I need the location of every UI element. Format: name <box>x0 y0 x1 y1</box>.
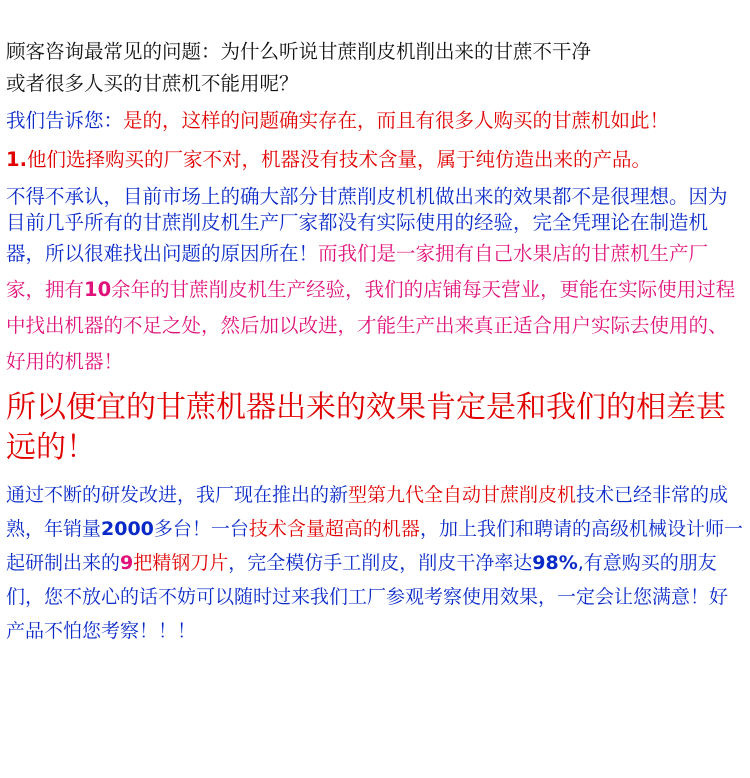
point-1 <box>6 147 744 172</box>
intro-part-9: 把精钢刀片 <box>133 552 229 574</box>
intro-part-1: 通过不断的研发改进，我厂现在推出的新 <box>6 484 349 506</box>
answer-prefix: 我们告诉您： <box>6 109 124 132</box>
intro-part-6: 技术含量超高的机器 <box>248 518 420 540</box>
faq-question-line-1: 顾客咨询最常见的问题：为什么听说甘蔗削皮机削出来的甘蔗不干净 <box>6 40 592 63</box>
answer-text: 是的，这样的问题确实存在，而且有很多人购买的甘蔗机如此！ <box>123 109 670 132</box>
conclusion-heading: 所以便宜的甘蔗机器出来的效果肯定是和我们的相差甚远的！ <box>6 390 726 465</box>
point-2-years-number: 10 <box>84 278 112 301</box>
page-content <box>6 36 744 648</box>
intro-part-7: ，加上我们和聘请的高级机械设计师一起研制出来的 <box>6 518 743 574</box>
intro-blade-count: 9 <box>120 552 134 574</box>
intro-part-3: 技术已经非常的成熟，年销量 <box>6 484 729 540</box>
point-1-number: 1. <box>6 148 27 171</box>
point-2 <box>6 184 744 380</box>
top-whitespace <box>0 0 750 30</box>
point-1-text: 他们选择购买的厂家不对，机器没有技术含量，属于纯仿造出来的产品。 <box>26 148 651 171</box>
intro-part-2: 型第九代全自动甘蔗削皮机 <box>348 484 577 506</box>
faq-answer <box>6 108 744 133</box>
intro-clean-rate: 98% <box>532 552 578 574</box>
faq-question <box>6 36 744 100</box>
intro-sales-number: 2000 <box>101 518 154 540</box>
point-2-magenta-text-b: 余年的甘蔗削皮机生产经验，我们的店铺每天营业，更能在实际使用过程中找出机器的不足之处，然后加以改进，才能生产出来真正适合用户实际去使用的、好用的机器！ <box>6 278 736 373</box>
product-intro <box>6 478 744 648</box>
point-2-magenta-text-a: 而我们是一家拥有自己水果店的甘蔗机生产厂家，拥有 <box>6 242 709 301</box>
intro-part-12: ,有意购买的朋友们，您不放心的话不妨可以随时过来我们工厂参观考察使用效果，一定会让您满意！好产品不怕您考察！！！ <box>6 552 729 642</box>
intro-part-10: ，完全模仿手工削皮，削皮干净率达 <box>228 552 533 574</box>
intro-part-5: 多台！一台 <box>153 518 249 540</box>
faq-question-line-2: 或者很多人买的甘蔗机不能用呢？ <box>6 72 299 95</box>
point-2-blue-text: 不得不承认，目前市场上的确大部分甘蔗削皮机机做出来的效果都不是很理想。因为目前几乎所有的甘蔗削皮机生产厂家都没有实际使用的经验，完全凭理论在制造机器，所以很难找出问题的原因所在！ <box>6 185 728 265</box>
